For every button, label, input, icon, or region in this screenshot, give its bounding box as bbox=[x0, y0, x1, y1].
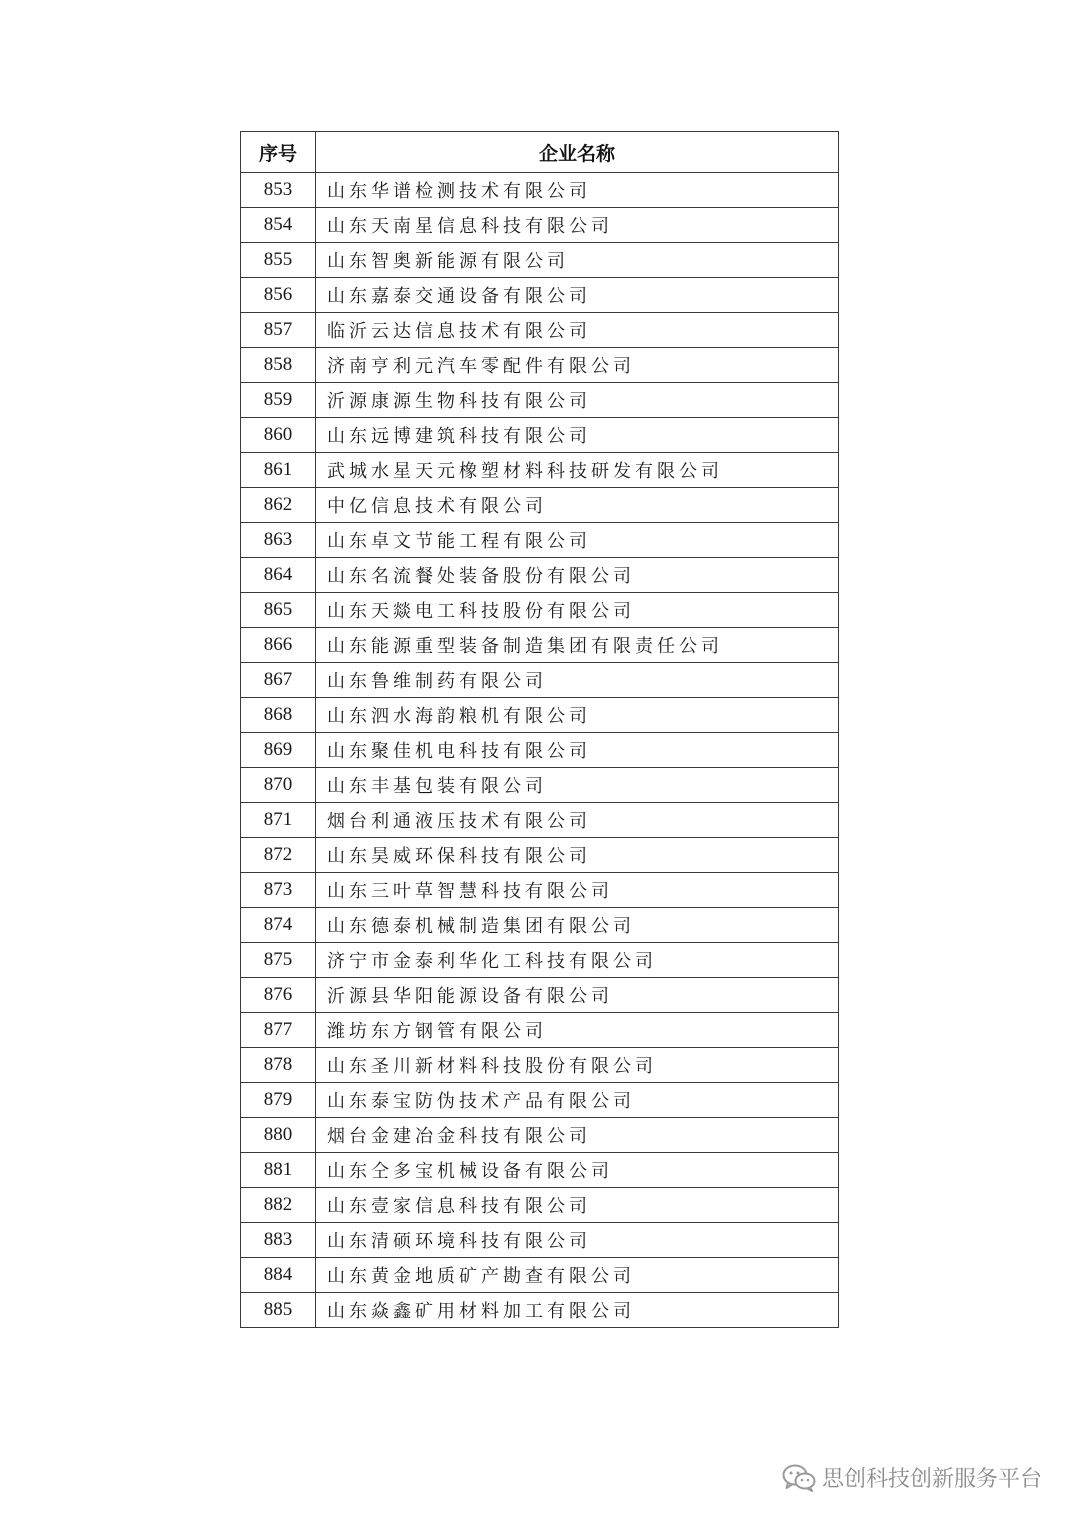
row-number: 861 bbox=[241, 453, 316, 488]
company-name: 山东丰基包装有限公司 bbox=[316, 768, 839, 803]
company-name: 山东泗水海韵粮机有限公司 bbox=[316, 698, 839, 733]
row-number: 862 bbox=[241, 488, 316, 523]
row-number: 872 bbox=[241, 838, 316, 873]
company-name: 山东三叶草智慧科技有限公司 bbox=[316, 873, 839, 908]
row-number: 871 bbox=[241, 803, 316, 838]
company-name: 山东嘉泰交通设备有限公司 bbox=[316, 278, 839, 313]
table-row bbox=[241, 558, 839, 593]
table-row bbox=[241, 943, 839, 978]
company-name: 烟台金建冶金科技有限公司 bbox=[316, 1118, 839, 1153]
row-number: 864 bbox=[241, 558, 316, 593]
wechat-icon bbox=[782, 1464, 816, 1492]
header-index: 序号 bbox=[241, 132, 316, 173]
company-name: 山东清硕环境科技有限公司 bbox=[316, 1223, 839, 1258]
company-name: 山东德泰机械制造集团有限公司 bbox=[316, 908, 839, 943]
table-row bbox=[241, 873, 839, 908]
company-name: 山东壹家信息科技有限公司 bbox=[316, 1188, 839, 1223]
company-name: 烟台利通液压技术有限公司 bbox=[316, 803, 839, 838]
table-row bbox=[241, 838, 839, 873]
company-name: 沂源康源生物科技有限公司 bbox=[316, 383, 839, 418]
table-row bbox=[241, 628, 839, 663]
company-name: 济南亨利元汽车零配件有限公司 bbox=[316, 348, 839, 383]
table-row bbox=[241, 418, 839, 453]
table-row bbox=[241, 1223, 839, 1258]
row-number: 869 bbox=[241, 733, 316, 768]
company-name: 山东智奥新能源有限公司 bbox=[316, 243, 839, 278]
row-number: 884 bbox=[241, 1258, 316, 1293]
table-row bbox=[241, 453, 839, 488]
table-row bbox=[241, 1118, 839, 1153]
row-number: 856 bbox=[241, 278, 316, 313]
table-row bbox=[241, 488, 839, 523]
table-row bbox=[241, 978, 839, 1013]
header-company: 企业名称 bbox=[316, 132, 839, 173]
company-name: 山东天南星信息科技有限公司 bbox=[316, 208, 839, 243]
row-number: 873 bbox=[241, 873, 316, 908]
company-name: 沂源县华阳能源设备有限公司 bbox=[316, 978, 839, 1013]
table-row bbox=[241, 733, 839, 768]
table-row bbox=[241, 803, 839, 838]
row-number: 859 bbox=[241, 383, 316, 418]
company-name: 临沂云达信息技术有限公司 bbox=[316, 313, 839, 348]
table-row bbox=[241, 208, 839, 243]
table-row bbox=[241, 1048, 839, 1083]
table-row bbox=[241, 278, 839, 313]
row-number: 879 bbox=[241, 1083, 316, 1118]
row-number: 882 bbox=[241, 1188, 316, 1223]
table-row bbox=[241, 1188, 839, 1223]
company-name: 山东聚佳机电科技有限公司 bbox=[316, 733, 839, 768]
table-row bbox=[241, 1258, 839, 1293]
table-row bbox=[241, 1083, 839, 1118]
row-number: 867 bbox=[241, 663, 316, 698]
company-name: 山东黄金地质矿产勘查有限公司 bbox=[316, 1258, 839, 1293]
table-header-row bbox=[241, 132, 839, 173]
table-row bbox=[241, 313, 839, 348]
table-row bbox=[241, 698, 839, 733]
watermark bbox=[782, 1462, 1042, 1493]
table-row bbox=[241, 663, 839, 698]
row-number: 881 bbox=[241, 1153, 316, 1188]
company-name: 济宁市金泰利华化工科技有限公司 bbox=[316, 943, 839, 978]
row-number: 865 bbox=[241, 593, 316, 628]
row-number: 863 bbox=[241, 523, 316, 558]
company-name: 山东圣川新材料科技股份有限公司 bbox=[316, 1048, 839, 1083]
table-row bbox=[241, 523, 839, 558]
company-name: 山东能源重型装备制造集团有限责任公司 bbox=[316, 628, 839, 663]
row-number: 874 bbox=[241, 908, 316, 943]
row-number: 866 bbox=[241, 628, 316, 663]
company-name: 潍坊东方钢管有限公司 bbox=[316, 1013, 839, 1048]
row-number: 878 bbox=[241, 1048, 316, 1083]
row-number: 883 bbox=[241, 1223, 316, 1258]
row-number: 885 bbox=[241, 1293, 316, 1328]
row-number: 858 bbox=[241, 348, 316, 383]
table-row bbox=[241, 1293, 839, 1328]
table-row bbox=[241, 348, 839, 383]
watermark-text: 思创科技创新服务平台 bbox=[821, 1467, 1042, 1492]
row-number: 855 bbox=[241, 243, 316, 278]
row-number: 880 bbox=[241, 1118, 316, 1153]
row-number: 853 bbox=[241, 173, 316, 208]
company-name: 山东华谱检测技术有限公司 bbox=[316, 173, 839, 208]
row-number: 868 bbox=[241, 698, 316, 733]
row-number: 877 bbox=[241, 1013, 316, 1048]
table-row bbox=[241, 1153, 839, 1188]
company-name: 山东远博建筑科技有限公司 bbox=[316, 418, 839, 453]
table-row bbox=[241, 243, 839, 278]
company-name: 山东仝多宝机械设备有限公司 bbox=[316, 1153, 839, 1188]
company-name: 武城水星天元橡塑材料科技研发有限公司 bbox=[316, 453, 839, 488]
table-body bbox=[241, 173, 839, 1328]
row-number: 870 bbox=[241, 768, 316, 803]
table-row bbox=[241, 173, 839, 208]
table-row bbox=[241, 1013, 839, 1048]
company-name: 山东鲁维制药有限公司 bbox=[316, 663, 839, 698]
row-number: 854 bbox=[241, 208, 316, 243]
table-row bbox=[241, 768, 839, 803]
company-name: 山东泰宝防伪技术产品有限公司 bbox=[316, 1083, 839, 1118]
table-row bbox=[241, 593, 839, 628]
table-row bbox=[241, 908, 839, 943]
row-number: 860 bbox=[241, 418, 316, 453]
row-number: 857 bbox=[241, 313, 316, 348]
row-number: 875 bbox=[241, 943, 316, 978]
company-table bbox=[240, 131, 839, 1328]
company-name: 山东昊威环保科技有限公司 bbox=[316, 838, 839, 873]
company-name: 山东焱鑫矿用材料加工有限公司 bbox=[316, 1293, 839, 1328]
row-number: 876 bbox=[241, 978, 316, 1013]
company-name: 山东名流餐处装备股份有限公司 bbox=[316, 558, 839, 593]
company-name: 山东天燚电工科技股份有限公司 bbox=[316, 593, 839, 628]
company-name: 山东卓文节能工程有限公司 bbox=[316, 523, 839, 558]
table-row bbox=[241, 383, 839, 418]
company-name: 中亿信息技术有限公司 bbox=[316, 488, 839, 523]
